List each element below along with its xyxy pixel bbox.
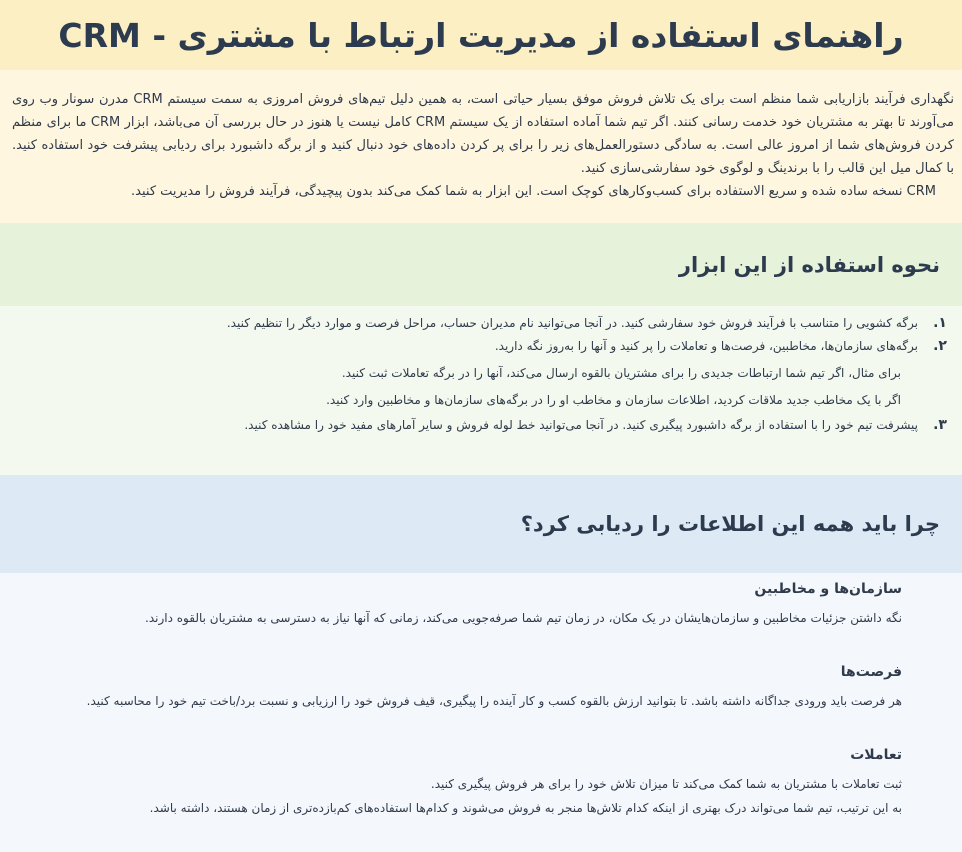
page-title: راهنمای استفاده از مدیریت ارتباط با مشتری - CRM xyxy=(58,15,904,55)
topic-title: سازمان‌ها و مخاطبین xyxy=(754,581,902,597)
topic-text: به این ترتیب، تیم شما می‌تواند درک بهتری از اینکه کدام تلاش‌ها منجر به فروش می‌شوند و کدام‌ها استفاده‌های کم‌بازده‌تری از زمان هستند، داشته باشد. xyxy=(149,801,902,815)
steps-list xyxy=(0,312,962,357)
why-body xyxy=(0,573,962,852)
topic-title: تعاملات xyxy=(850,747,902,763)
step-text: پیشرفت تیم خود را با استفاده از برگه داشبورد پیگیری کنید. در آنجا می‌توانید خط لوله فروش و سایر آمارهای مفید خود را مشاهده کنید. xyxy=(244,418,918,432)
title-band xyxy=(0,0,962,70)
intro-paragraph-secondary: CRM نسخه ساده شده و سریع الاستفاده برای کسب‌وکارهای کوچک است. این ابزار به شما کمک می‌کند بدون پیچیدگی، فرآیند فروش را مدیریت کنید. xyxy=(131,184,936,199)
step-item xyxy=(0,414,962,436)
intro-section xyxy=(0,70,962,223)
step-example: برای مثال، اگر تیم شما ارتباطات جدیدی را برای مشتریان بالقوه ارسال می‌کند، آنها را در برگه تعاملات ثبت کنید. xyxy=(341,366,901,380)
intro-paragraph: نگهداری فرآیند بازاریابی شما منظم است برای یک تلاش فروش موفق بسیار حیاتی است، به همین دلیل تیم‌های فروش امروزی به سمت سیستم CRM مدرن سونار وب روی می‌آورند تا بهتر به مشتریان خود خدمت رسانی کنند. اگر تیم شما آماده استفاده از یک سیستم CRM کامل نیست یا هنوز در حال بررسی آن می‌باشد، ابزار CRM ما برای منظم کردن فروش‌های شما از امروز عالی است. به سادگی دستورالعمل‌های زیر را برای پر کردن داده‌های خود دنبال کنید و از برگه داشبورد برای ردیابی پیشرفت خود استفاده کنید. با کمال میل این قالب را با برندینگ و لوگوی خود سفارشی‌سازی کنید. xyxy=(12,92,954,176)
topic-organizations-contacts xyxy=(20,577,902,629)
topic-text: هر فرصت باید ورودی جداگانه داشته باشد. تا بتوانید ارزش بالقوه کسب و کار آینده را پیگیری، قیف فروش خود را ارزیابی و نسبت برد/باخت تیم خود را محاسبه کنید. xyxy=(86,694,902,708)
step-example: اگر با یک مخاطب جدید ملاقات کردید، اطلاعات سازمان و مخاطب او را در برگه‌های سازمان‌ها و مخاطبین وارد کنید. xyxy=(326,393,901,407)
step-item xyxy=(0,312,962,334)
step-number: ۳. xyxy=(933,417,947,433)
topic-title: فرصت‌ها xyxy=(840,664,902,680)
howto-body xyxy=(0,306,962,475)
step-text: برگه‌های سازمان‌ها، مخاطبین، فرصت‌ها و تعاملات را پر کنید و آنها را به‌روز نگه دارید. xyxy=(494,339,918,353)
howto-heading: نحوه استفاده از این ابزار xyxy=(678,252,940,277)
topic-text: ثبت تعاملات با مشتریان به شما کمک می‌کند تا میزان تلاش خود را برای هر فروش پیگیری کنید. xyxy=(430,777,902,791)
step-item xyxy=(0,335,962,357)
topic-opportunities xyxy=(20,660,902,712)
howto-header xyxy=(0,223,962,306)
steps-list-continued xyxy=(0,414,962,436)
step-text: برگه کشویی را متناسب با فرآیند فروش خود سفارشی کنید. در آنجا می‌توانید نام مدیران حساب، مراحل فرصت و موارد دیگر را تنظیم کنید. xyxy=(226,316,918,330)
why-heading: چرا باید همه این اطلاعات را ردیابی کرد؟ xyxy=(520,512,940,536)
topic-text: نگه داشتن جزئیات مخاطبین و سازمان‌هایشان در یک مکان، در زمان تیم شما صرفه‌جویی می‌کند، زمانی که آنها نیاز به دسترسی به مشتریان بالقوه دارند. xyxy=(145,611,902,625)
topic-interactions xyxy=(20,743,902,819)
step-number: ۲. xyxy=(933,338,947,354)
step-number: ۱. xyxy=(933,315,947,331)
why-header xyxy=(0,475,962,573)
